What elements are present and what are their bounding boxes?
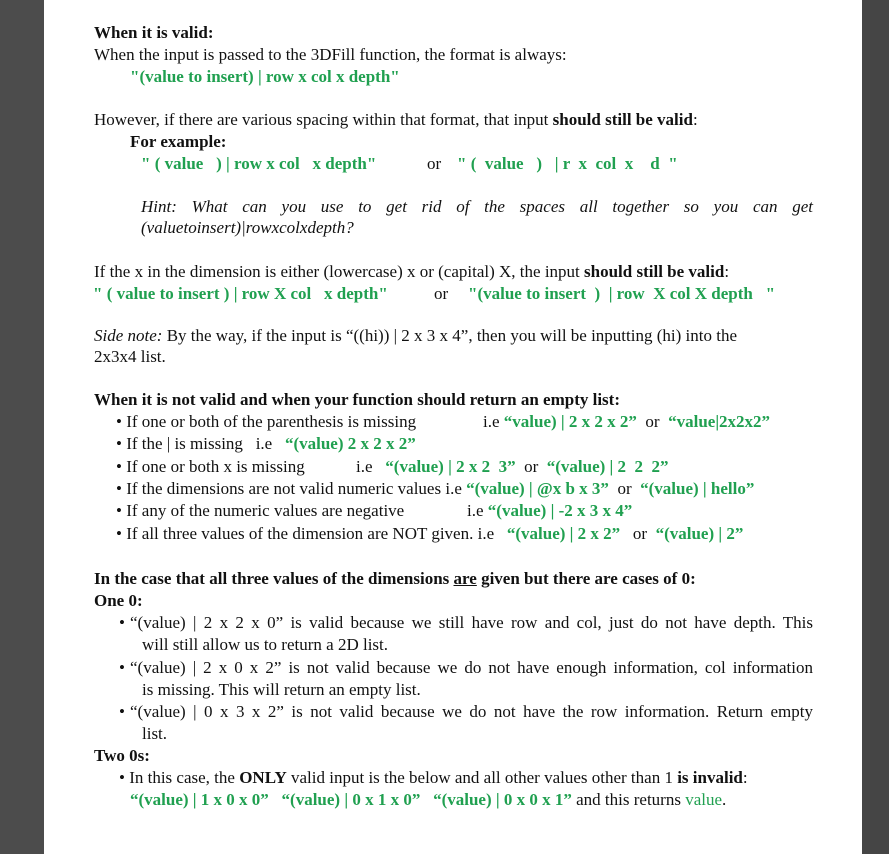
two-zeros-line-2: “(value) | 1 x 0 x 0” “(value) | 0 x 1 x 0” “(value) | 0 x 0 x 1” and this returns value. [130, 790, 727, 809]
or-word: or [427, 154, 442, 173]
one-zero-item-1-line-1: “(value) | 2 x 2 x 0” is valid because we still have row and col, just do not have depth. This [130, 613, 813, 632]
hint-line-1: Hint: What can you use to get rid of the spaces all together so you can get [141, 197, 813, 216]
bullet-icon: • [119, 658, 125, 677]
right-scrollbar-area[interactable] [862, 0, 889, 854]
invalid-bullet: • If the dimensions are not valid numeric values i.e “(value) | @x b x 3” or “(value) | hello” [116, 479, 755, 498]
left-margin [0, 0, 44, 854]
invalid-bullet: • If all three values of the dimension are NOT given. i.e “(value) | 2 x 2” or “(value) | 2” [116, 524, 744, 543]
valid-heading: When it is valid: [94, 23, 214, 42]
bullet-icon: • [119, 613, 125, 632]
x-example-2: "(value to insert ) | row X col X depth " [468, 284, 776, 303]
valid-intro: When the input is passed to the 3DFill function, the format is always: [94, 45, 567, 64]
zeros-heading: In the case that all three values of the dimensions are given but there are cases of 0: [94, 569, 696, 588]
one-zero-item-1-line-2: will still allow us to return a 2D list. [142, 635, 389, 654]
two-zeros-line-1: • In this case, the ONLY valid input is the below and all other values other than 1 is invalid: [119, 768, 748, 787]
x-case-line: If the x in the dimension is either (lowercase) x or (capital) X, the input should still be valid: [94, 262, 730, 281]
spacing-example-1: " ( value ) | row x col x depth" [141, 154, 377, 173]
valid-format: "(value to insert) | row x col x depth" [130, 67, 400, 86]
one-zero-item-3-line-2: list. [142, 724, 168, 743]
spacing-example-2: " ( value ) | r x col x d " [457, 154, 678, 173]
bullet-icon: • [119, 702, 125, 721]
invalid-bullet: • If the | is missing i.e “(value) 2 x 2 x 2” [116, 434, 416, 453]
or-word: or [434, 284, 449, 303]
one-zero-item-2-line-1: “(value) | 2 x 0 x 2” is not valid because we do not have enough information, col information [130, 658, 813, 677]
spacing-line: However, if there are various spacing within that format, that input should still be valid: [94, 110, 698, 129]
invalid-heading: When it is not valid and when your function should return an empty list: [94, 390, 620, 409]
invalid-bullet: • If one or both of the parenthesis is missing [116, 412, 417, 431]
one-zero-label: One 0: [94, 591, 143, 610]
x-example-1: " ( value to insert ) | row X col x depth" [93, 284, 388, 303]
invalid-bullet: • If one or both x is missing [116, 457, 305, 476]
side-note-line-1: Side note: By the way, if the input is “((hi)) | 2 x 3 x 4”, then you will be inputting (hi) into the [94, 326, 737, 345]
one-zero-item-3-line-1: “(value) | 0 x 3 x 2” is not valid because we do not have the row information. Return empty [130, 702, 813, 721]
one-zero-item-2-line-2: is missing. This will return an empty list. [142, 680, 421, 699]
example-label: For example: [130, 132, 227, 151]
invalid-bullet: • If any of the numeric values are negative [116, 501, 405, 520]
hint-line-2: (valuetoinsert)|rowxcolxdepth? [141, 218, 354, 237]
side-note-line-2: 2x3x4 list. [94, 347, 166, 366]
two-zeros-label: Two 0s: [94, 746, 150, 765]
document-page: When it is valid: When the input is passed to the 3DFill function, the format is always: "(value to insert) | row x col x depth" However, if there are various spacing within that format, that input should still be valid: For example: " ( value ) | row x col x depth" or " ( value ) | r x col x d " Hint: What can you use to get rid of the spaces all together so you can get (valuetoinsert)|rowxcolxdepth? If the x in the dimension is either (lowercase) x or (capital) X, the input should still be valid: " ( value to insert ) | row X col x depth" or "(value to insert ) | row X col X depth " Side note: By the way, if the input is “((hi)) | 2 x 3 x 4”, then you will be inputting (hi) into the 2x3x4 list. When it is not valid and when your function should return an empty list: • If one or both of the parenthesis is missing i.e “value) | 2 x 2 x 2” or “value|2x2x2” • If the | is missing i.e “(value) 2 x 2 x 2” • If one or both x is missing i.e “(value) | 2 x 2 3” or “(value) | 2 2 2” • If the dimensions are not valid numeric values i.e “(value) | @x b x 3” or “(value) | hello” • If any of the numeric values are negative i.e “(value) | -2 x 3 x 4” • If all three values of the dimension are NOT given. i.e “(value) | 2 x 2” or “(value) | 2” In the case that all three values of the dimensions are given but there are cases of 0: One 0: • “(value) | 2 x 2 x 0” is valid because we still have row and col, just do not have depth. This will still allow us to return a 2D list. • “(value) | 2 x 0 x 2” is not valid because we do not have enough information, col information is missing. This will return an empty list. • “(value) | 0 x 3 x 2” is not valid because we do not have the row information. Return empty list. Two 0s: • In this case, the ONLY valid input is the below and all other values other than 1 is invalid: “(value) | 1 x 0 x 0” “(value) | 0 x 1 x 0” “(value) | 0 x 0 x 1” and this returns value. [44, 0, 862, 854]
